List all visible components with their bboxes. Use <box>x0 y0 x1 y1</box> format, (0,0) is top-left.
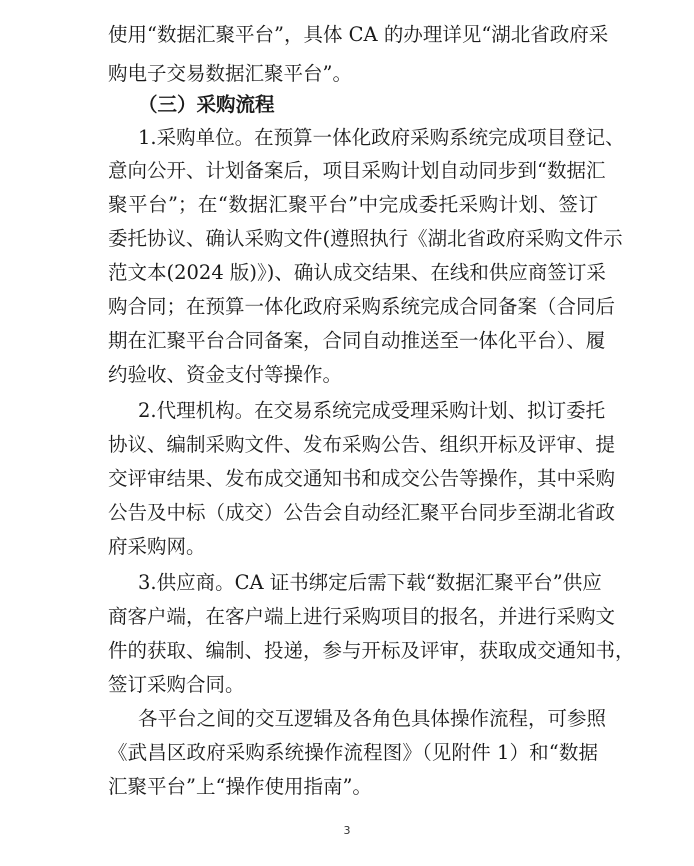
item2-line-1: 2.代理机构。在交易系统完成受理采购计划、拟订委托 <box>138 399 606 422</box>
item1-line-7: 期在汇聚平台合同备案，合同自动推送至一体化平台）、履 <box>108 329 606 352</box>
intro-line-1: 使用“数据汇聚平台”，具体 CA 的办理详见“湖北省政府采 <box>108 23 609 46</box>
item3-line-3: 件的获取、编制、投递，参与开标及评审，获取成交通知书， <box>108 639 635 662</box>
item2-line-4: 公告及中标（成交）公告会自动经汇聚平台同步至湖北省政 <box>108 501 616 524</box>
item2-line-3: 交评审结果、发布成交通知书和成交公告等操作，其中采购 <box>108 467 616 490</box>
item3-line-4: 签订采购合同。 <box>108 673 245 696</box>
item1-line-5: 范文本(2024 版)》)、确认成交结果、在线和供应商签订采 <box>108 261 606 284</box>
section-heading: （三）采购流程 <box>138 93 275 116</box>
page-number: 3 <box>343 824 351 837</box>
item1-line-3: 聚平台”；在“数据汇聚平台”中完成委托采购计划、签订 <box>108 193 598 216</box>
closing-line-2: 《武昌区政府采购系统操作流程图》（见附件 1）和“数据 <box>108 741 598 764</box>
item1-line-4: 委托协议、确认采购文件(遵照执行《湖北省政府采购文件示 <box>108 227 623 250</box>
item1-line-8: 约验收、资金支付等操作。 <box>108 363 343 386</box>
item1-line-6: 购合同；在预算一体化政府采购系统完成合同备案（合同后 <box>108 295 616 318</box>
item1-line-2: 意向公开、计划备案后，项目采购计划自动同步到“数据汇 <box>108 159 606 182</box>
item3-line-1: 3.供应商。CA 证书绑定后需下载“数据汇聚平台”供应 <box>138 571 602 594</box>
item2-line-2: 协议、编制采购文件、发布采购公告、组织开标及评审、提 <box>108 433 616 456</box>
intro-line-2: 购电子交易数据汇聚平台”。 <box>108 62 352 85</box>
item2-line-5: 府采购网。 <box>108 535 206 558</box>
closing-line-1: 各平台之间的交互逻辑及各角色具体操作流程，可参照 <box>138 707 607 730</box>
closing-line-3: 汇聚平台”上“操作使用指南”。 <box>108 775 372 798</box>
item1-line-1: 1.采购单位。在预算一体化政府采购系统完成项目登记、 <box>138 126 625 149</box>
item3-line-2: 商客户端，在客户端上进行采购项目的报名，并进行采购文 <box>108 605 616 628</box>
